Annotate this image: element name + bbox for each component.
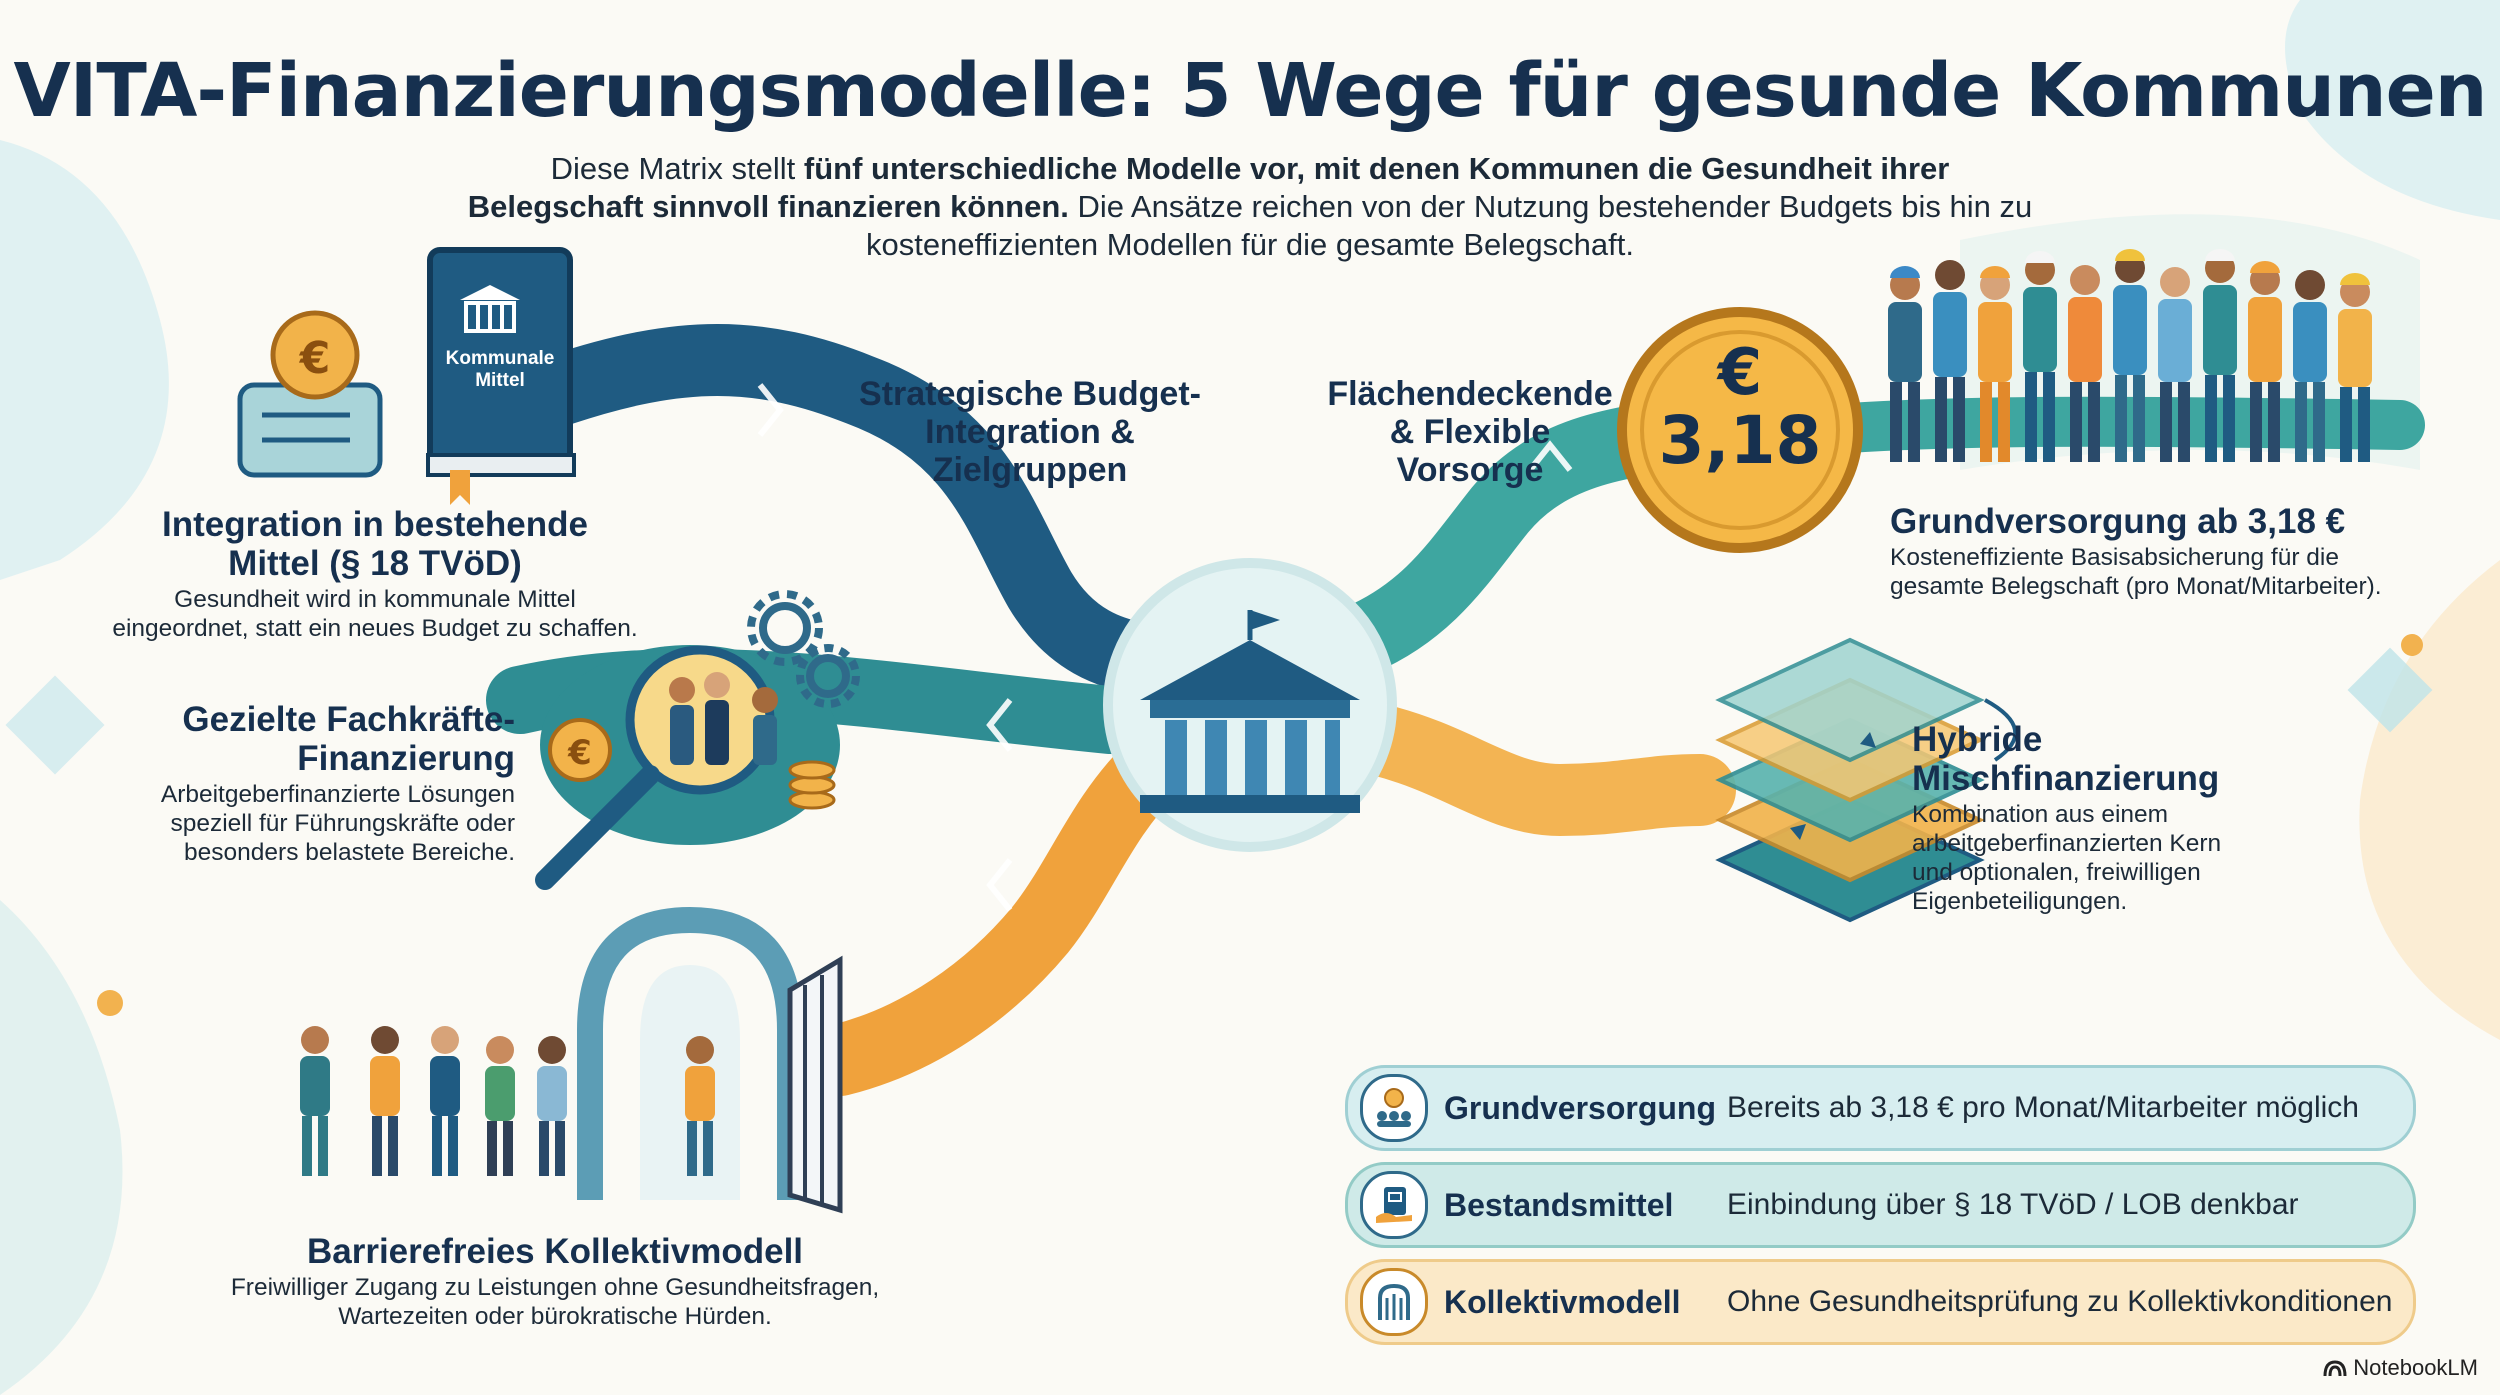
intro-text-1: Diese Matrix stellt [550, 151, 804, 186]
summary-key-bestandsmittel: Bestandsmittel [1444, 1186, 1674, 1223]
model-kollektiv-desc-1: Freiwilliger Zugang zu Leistungen ohne Gesundheitsfragen, [230, 1274, 880, 1301]
book-hand-icon [1360, 1171, 1428, 1239]
coin-currency: € [1717, 336, 1763, 410]
coin-people-icon [1360, 1074, 1428, 1142]
model-grundversorgung [1890, 502, 2450, 601]
intro-paragraph [460, 150, 2040, 264]
hub-label-right [1300, 375, 1640, 489]
model-fachkraefte-desc-3: besonders belastete Bereiche. [184, 839, 515, 866]
model-fachkraefte [90, 700, 515, 867]
model-kollektiv [200, 1232, 910, 1331]
hub-label-left-line-1: Strategische Budget- [859, 375, 1201, 413]
model-fachkraefte-heading-2: Finanzierung [297, 739, 515, 778]
gate-icon [1360, 1268, 1428, 1336]
model-fachkraefte-desc-1: Arbeitgeberfinanzierte Lösungen [160, 781, 515, 808]
brand-name: NotebookLM [2353, 1355, 2478, 1380]
magnifier-professionals-icon [540, 645, 840, 880]
page-title: VITA-Finanzierungsmodelle: 5 Wege für gesunde Kommunen [13, 48, 2487, 134]
brand-watermark [2323, 1355, 2478, 1381]
intro-text-bold: fünf unterschiedliche Modelle vor, mit denen Kommunen die Gesundheit ihrer Belegschaft sinnvoll finanzieren können. [467, 151, 1950, 224]
model-hybrid-heading-2: Mischfinanzierung [1912, 759, 2220, 798]
svg-text:€: € [299, 333, 331, 384]
coin-label [1622, 336, 1858, 479]
book-label [432, 348, 568, 392]
summary-row-bestandsmittel [1345, 1162, 2416, 1248]
model-fachkraefte-desc-2: speziell für Führungskräfte oder [170, 810, 515, 837]
model-kollektiv-heading: Barrierefreies Kollektivmodell [306, 1232, 804, 1271]
summary-key-grundversorgung: Grundversorgung [1444, 1089, 1717, 1126]
model-grundversorgung-heading: Grundversorgung ab 3,18 € [1890, 502, 2346, 541]
model-hybrid-desc-1: Kombination aus einem [1912, 801, 2169, 828]
hub-label-right-line-3: Vorsorge [1396, 451, 1544, 489]
summary-value-bestandsmittel: Einbindung über § 18 TVöD / LOB denkbar [1727, 1188, 2299, 1221]
model-integration-heading-2: Mittel (§ 18 TVöD) [228, 544, 522, 583]
notebooklm-logo-icon [2323, 1358, 2347, 1378]
model-hybrid-desc-3: und optionalen, freiwilligen [1912, 859, 2201, 886]
hub-label-right-line-2: & Flexible [1389, 413, 1551, 451]
hub-label-left-line-3: Zielgruppen [932, 451, 1128, 489]
hub-label-left [850, 375, 1210, 489]
model-integration [80, 505, 670, 643]
model-hybrid-heading-1: Hybride [1912, 720, 2043, 759]
svg-text:€: € [568, 733, 592, 773]
model-grundversorgung-desc-1: Kosteneffiziente Basisabsicherung für die [1890, 544, 2339, 571]
model-kollektiv-desc-2: Wartezeiten oder bürokratische Hürden. [338, 1303, 772, 1330]
summary-row-grundversorgung [1345, 1065, 2416, 1151]
summary-value-kollektivmodell: Ohne Gesundheitsprüfung zu Kollektivkonditionen [1727, 1285, 2393, 1318]
summary-row-kollektivmodell [1345, 1259, 2416, 1345]
book-label-line-2: Mittel [475, 370, 525, 391]
model-grundversorgung-desc-2: gesamte Belegschaft (pro Monat/Mitarbeiter). [1890, 573, 2382, 600]
model-hybrid-desc-4: Eigenbeteiligungen. [1912, 888, 2128, 915]
book-label-line-1: Kommunale [445, 348, 555, 369]
model-integration-desc-1: Gesundheit wird in kommunale Mittel [174, 586, 576, 613]
euro-coin-icon [273, 313, 357, 397]
gate-people-icon [300, 920, 840, 1210]
hub-label-right-line-1: Flächendeckende [1327, 375, 1613, 413]
model-integration-heading-1: Integration in bestehende [162, 505, 588, 544]
model-hybrid-desc-2: arbeitgeberfinanzierten Kern [1912, 830, 2222, 857]
coin-amount: 3,18 [1658, 402, 1822, 479]
model-fachkraefte-heading-1: Gezielte Fachkräfte- [182, 700, 515, 739]
summary-key-kollektivmodell: Kollektivmodell [1444, 1283, 1681, 1320]
summary-value-grundversorgung: Bereits ab 3,18 € pro Monat/Mitarbeiter möglich [1727, 1091, 2359, 1124]
model-integration-desc-2: eingeordnet, statt ein neues Budget zu schaffen. [112, 615, 638, 642]
model-hybrid [1912, 720, 2312, 916]
hub-label-left-line-2: Integration & [925, 413, 1135, 451]
intro-text-2: Die Ansätze reichen von der Nutzung bestehender Budgets bis hin zu kosteneffizienten Modellen für die gesamte Belegschaft. [865, 189, 2033, 262]
